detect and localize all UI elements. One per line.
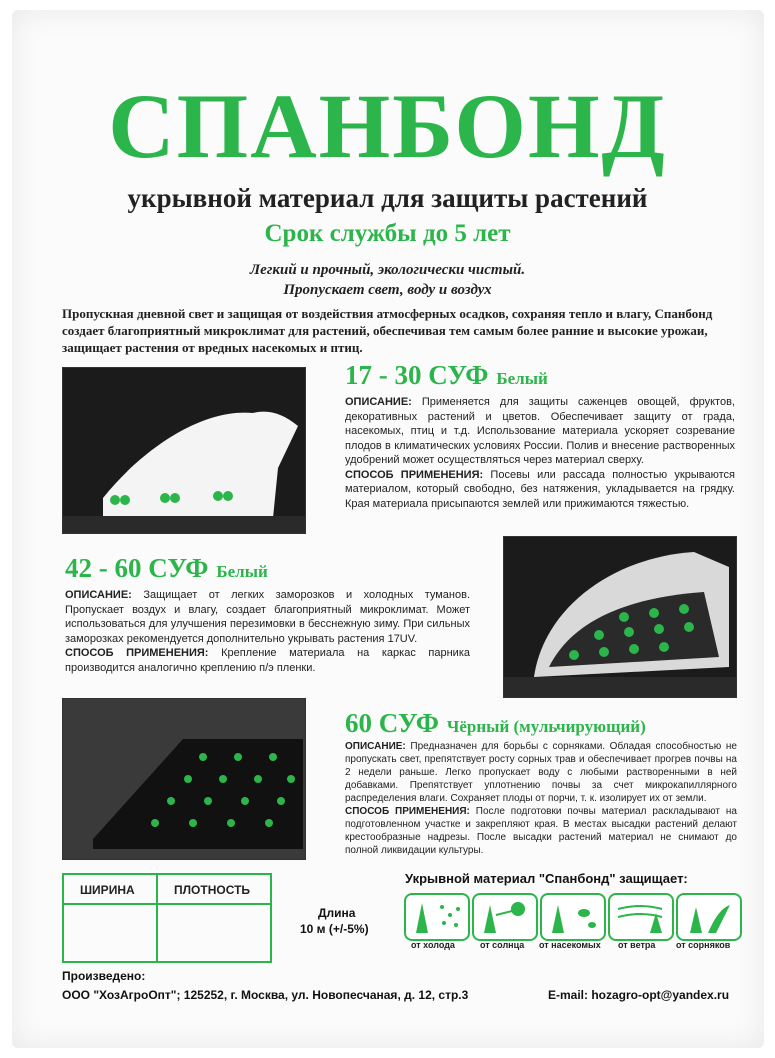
- weed-icon: [676, 893, 742, 941]
- mulch-illustration: [63, 699, 305, 859]
- section-2-desc-label: ОПИСАНИЕ:: [65, 589, 132, 601]
- section-3-use-label: СПОСОБ ПРИМЕНЕНИЯ:: [345, 806, 470, 817]
- length-label: Длина: [318, 906, 356, 920]
- protect-label-wind: от ветра: [618, 940, 656, 950]
- section-1-desc-label: ОПИСАНИЕ:: [345, 396, 412, 408]
- manufacturer-address: ООО "ХозАгроОпт"; 125252, г. Москва, ул. Новопесчаная, д. 12, стр.3: [62, 988, 469, 1002]
- insect-icon: [540, 893, 606, 941]
- product-title: СПАНБОНД: [108, 75, 667, 177]
- section-1-density: 17 - 30 СУФ: [345, 360, 489, 390]
- section-2-text: [65, 588, 470, 675]
- protect-label-insects: от насекомых: [539, 940, 601, 950]
- photo-black-mulch: [62, 698, 306, 860]
- section-1-color: Белый: [496, 369, 548, 388]
- cover-illustration: [63, 368, 305, 533]
- section-3-heading: [345, 708, 646, 739]
- manufacturer-email: E-mail: hozagro-opt@yandex.ru: [548, 988, 730, 1002]
- table-header-width: ШИРИНА: [80, 883, 135, 897]
- service-life: Срок службы до 5 лет: [264, 220, 511, 247]
- produced-label: Произведено:: [62, 969, 146, 983]
- photo-greenhouse: [503, 536, 737, 698]
- tagline-2: Пропускает свет, воду и воздух: [283, 282, 492, 298]
- protects-title: Укрывной материал "Спанбонд" защищает:: [405, 871, 688, 886]
- section-2-heading: [65, 553, 268, 584]
- table-divider-v: [156, 875, 158, 961]
- tagline-1: Легкий и прочный, экологически чистый.: [249, 262, 526, 278]
- section-2-use: Крепление материала на каркас парника производится аналогично креплению п/э пленки.: [65, 647, 471, 674]
- protect-label-cold: от холода: [411, 940, 455, 950]
- protect-label-weeds: от сорняков: [676, 940, 731, 950]
- section-1-use-label: СПОСОБ ПРИМЕНЕНИЯ:: [345, 468, 484, 481]
- section-3-desc: Предназначен для борьбы с сорняками. Обладая способностью не пропускать свет, препятствует росту сорных трав и обеспечивает прогрев почвы на 2 недели раньше. Легко пропускает воду с любыми растворенными в ней добавками. Препятствует уплотнению почвы за счет микрокапиллярного распределения влаги. Сохраняет плоды от порчи, т. к. изолирует их от земли.: [345, 741, 737, 804]
- section-3-text: [345, 740, 737, 857]
- intro-text: Пропускная дневной свет и защищая от воздействия атмосферных осадков, сохраняя тепло и влагу, Спанбонд создает благоприятный микроклимат для растений, обеспечивая тем самым более ранние и высокие урожаи, защищает растения от вредных насекомых и птиц.: [62, 306, 713, 355]
- cold-icon: [404, 893, 470, 941]
- section-3-color: Чёрный (мульчирующий): [446, 717, 646, 736]
- section-1-heading: [345, 360, 548, 391]
- section-1-desc: Применяется для защиты саженцев овощей, фруктов, декоративных растений и цветов. Обеспечивает защиту от града, насекомых, птиц и т.д. Использование материала ускоряет созревание плодов в климатических условиях России. Полив и внесение растворенных удобрений может осуществляться через материал сверху.: [345, 396, 735, 466]
- section-2-desc: Защищает от легких заморозков и холодных туманов. Пропускает воздух и влагу, создает благоприятный микроклимат. Может использоваться для улучшения перезимовки в бесснежную зиму. При сильных заморозках рекомендуется дополнительно укрывать растения 17UV.: [65, 589, 471, 645]
- table-divider-h: [64, 903, 270, 905]
- table-header-density: ПЛОТНОСТЬ: [174, 883, 251, 897]
- section-3-desc-label: ОПИСАНИЕ:: [345, 741, 406, 752]
- section-2-density: 42 - 60 СУФ: [65, 553, 209, 583]
- wind-icon: [608, 893, 674, 941]
- length-value: 10 м (+/-5%): [300, 922, 369, 936]
- section-2-color: Белый: [216, 562, 268, 581]
- photo-light-cover: [62, 367, 306, 534]
- section-1-use: Посевы или рассада полностью укрываются материалом, который свободно, без натяжения, укладывается на грядку. Края материала присыпаются землей или прижимаются тяжестью.: [345, 468, 735, 510]
- sun-icon: [472, 893, 538, 941]
- product-subtitle: укрывной материал для защиты растений: [127, 183, 648, 213]
- section-2-use-label: СПОСОБ ПРИМЕНЕНИЯ:: [65, 647, 209, 659]
- section-1-text: [345, 395, 735, 511]
- size-table: [62, 873, 272, 963]
- section-3-density: 60 СУФ: [345, 708, 439, 738]
- protect-label-sun: от солнца: [480, 940, 525, 950]
- greenhouse-illustration: [504, 537, 736, 697]
- section-3-use: После подготовки почвы материал раскладывают на подготовленном участке и закрепляют края. В местах высадки растений делают крестообразные надрезы. После высадки растений материал не снимают до полной ликвидации культуры.: [345, 806, 737, 856]
